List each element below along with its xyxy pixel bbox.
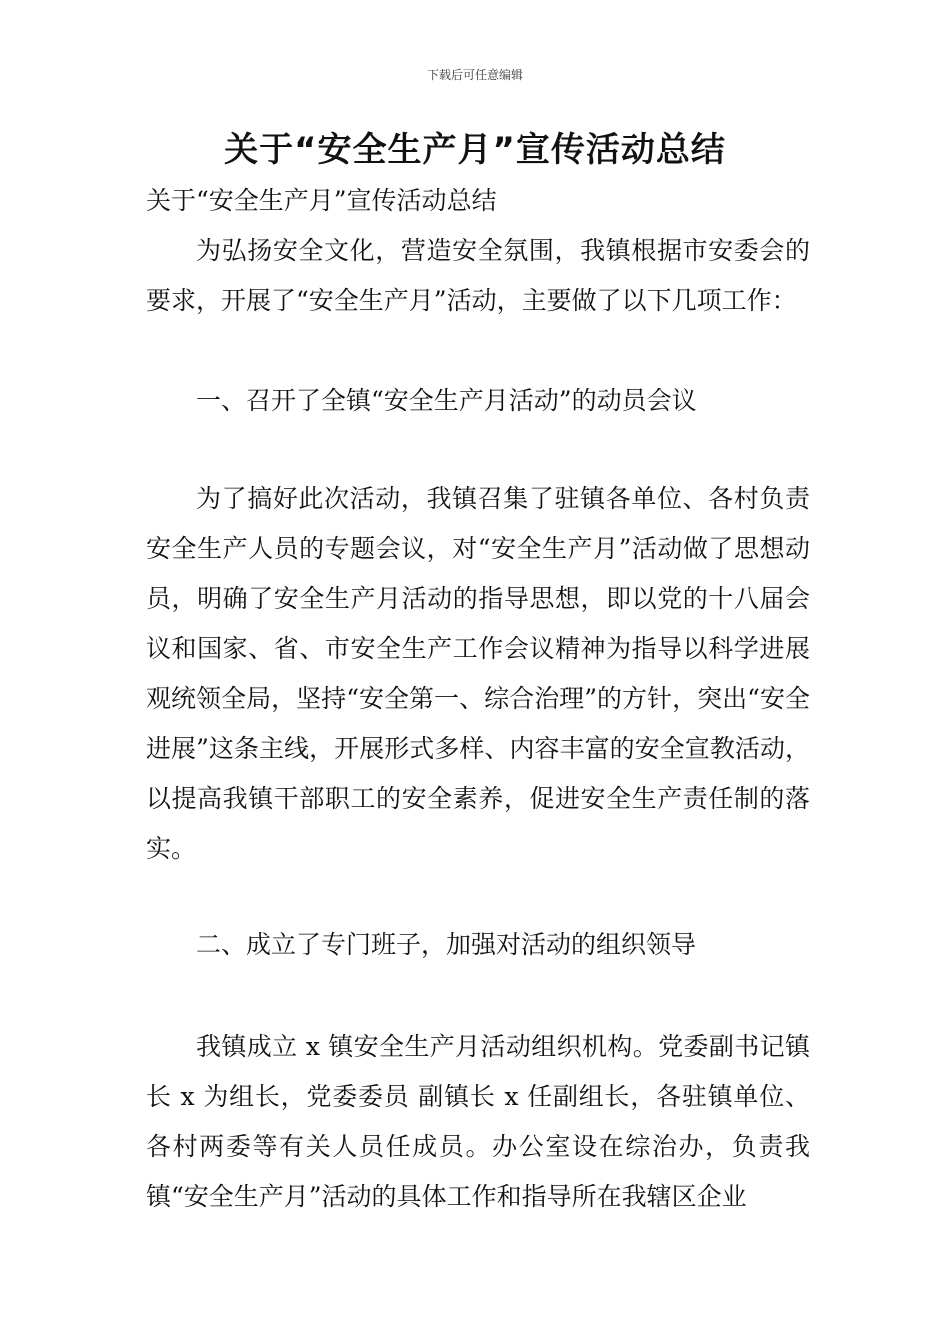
header-note: 下载后可任意编辑	[426, 68, 523, 82]
intro-paragraph: 为弘扬安全文化，营造安全氛围，我镇根据市安委会的要求，开展了“安全生产月”活动，主要做了以下几项工作：	[146, 236, 810, 315]
document-subtitle: 关于“安全生产月”宣传活动总结	[146, 186, 497, 215]
section-heading-1: 一、召开了全镇“安全生产月活动”的动员会议	[196, 386, 697, 415]
section-body-1: 为了搞好此次活动，我镇召集了驻镇各单位、各村负责安全生产人员的专题会议，对“安全生产月”活动做了思想动员，明确了安全生产月活动的指导思想，即以党的十八届会议和国家、省、市安全生产工作会议精神为指导以科学进展观统领全局，坚持“安全第一、综合治理”的方针，突出“安全进展”这条主线，开展形式多样、内容丰富的安全宣教活动，以提高我镇干部职工的安全素养，促进安全生产责任制的落实。	[146, 484, 810, 863]
section-heading-2: 二、成立了专门班子，加强对活动的组织领导	[196, 930, 697, 959]
document-title: 关于“安全生产月”宣传活动总结	[224, 130, 726, 170]
section-body-2: 我镇成立 x 镇安全生产月活动组织机构。党委副书记镇长 x 为组长，党委委员 副镇长 x 任副组长，各驻镇单位、各村两委等有关人员任成员。办公室设在综治办，负责我镇“安全生产月”活动的具体工作和指导所在我辖区企业	[146, 1032, 810, 1211]
